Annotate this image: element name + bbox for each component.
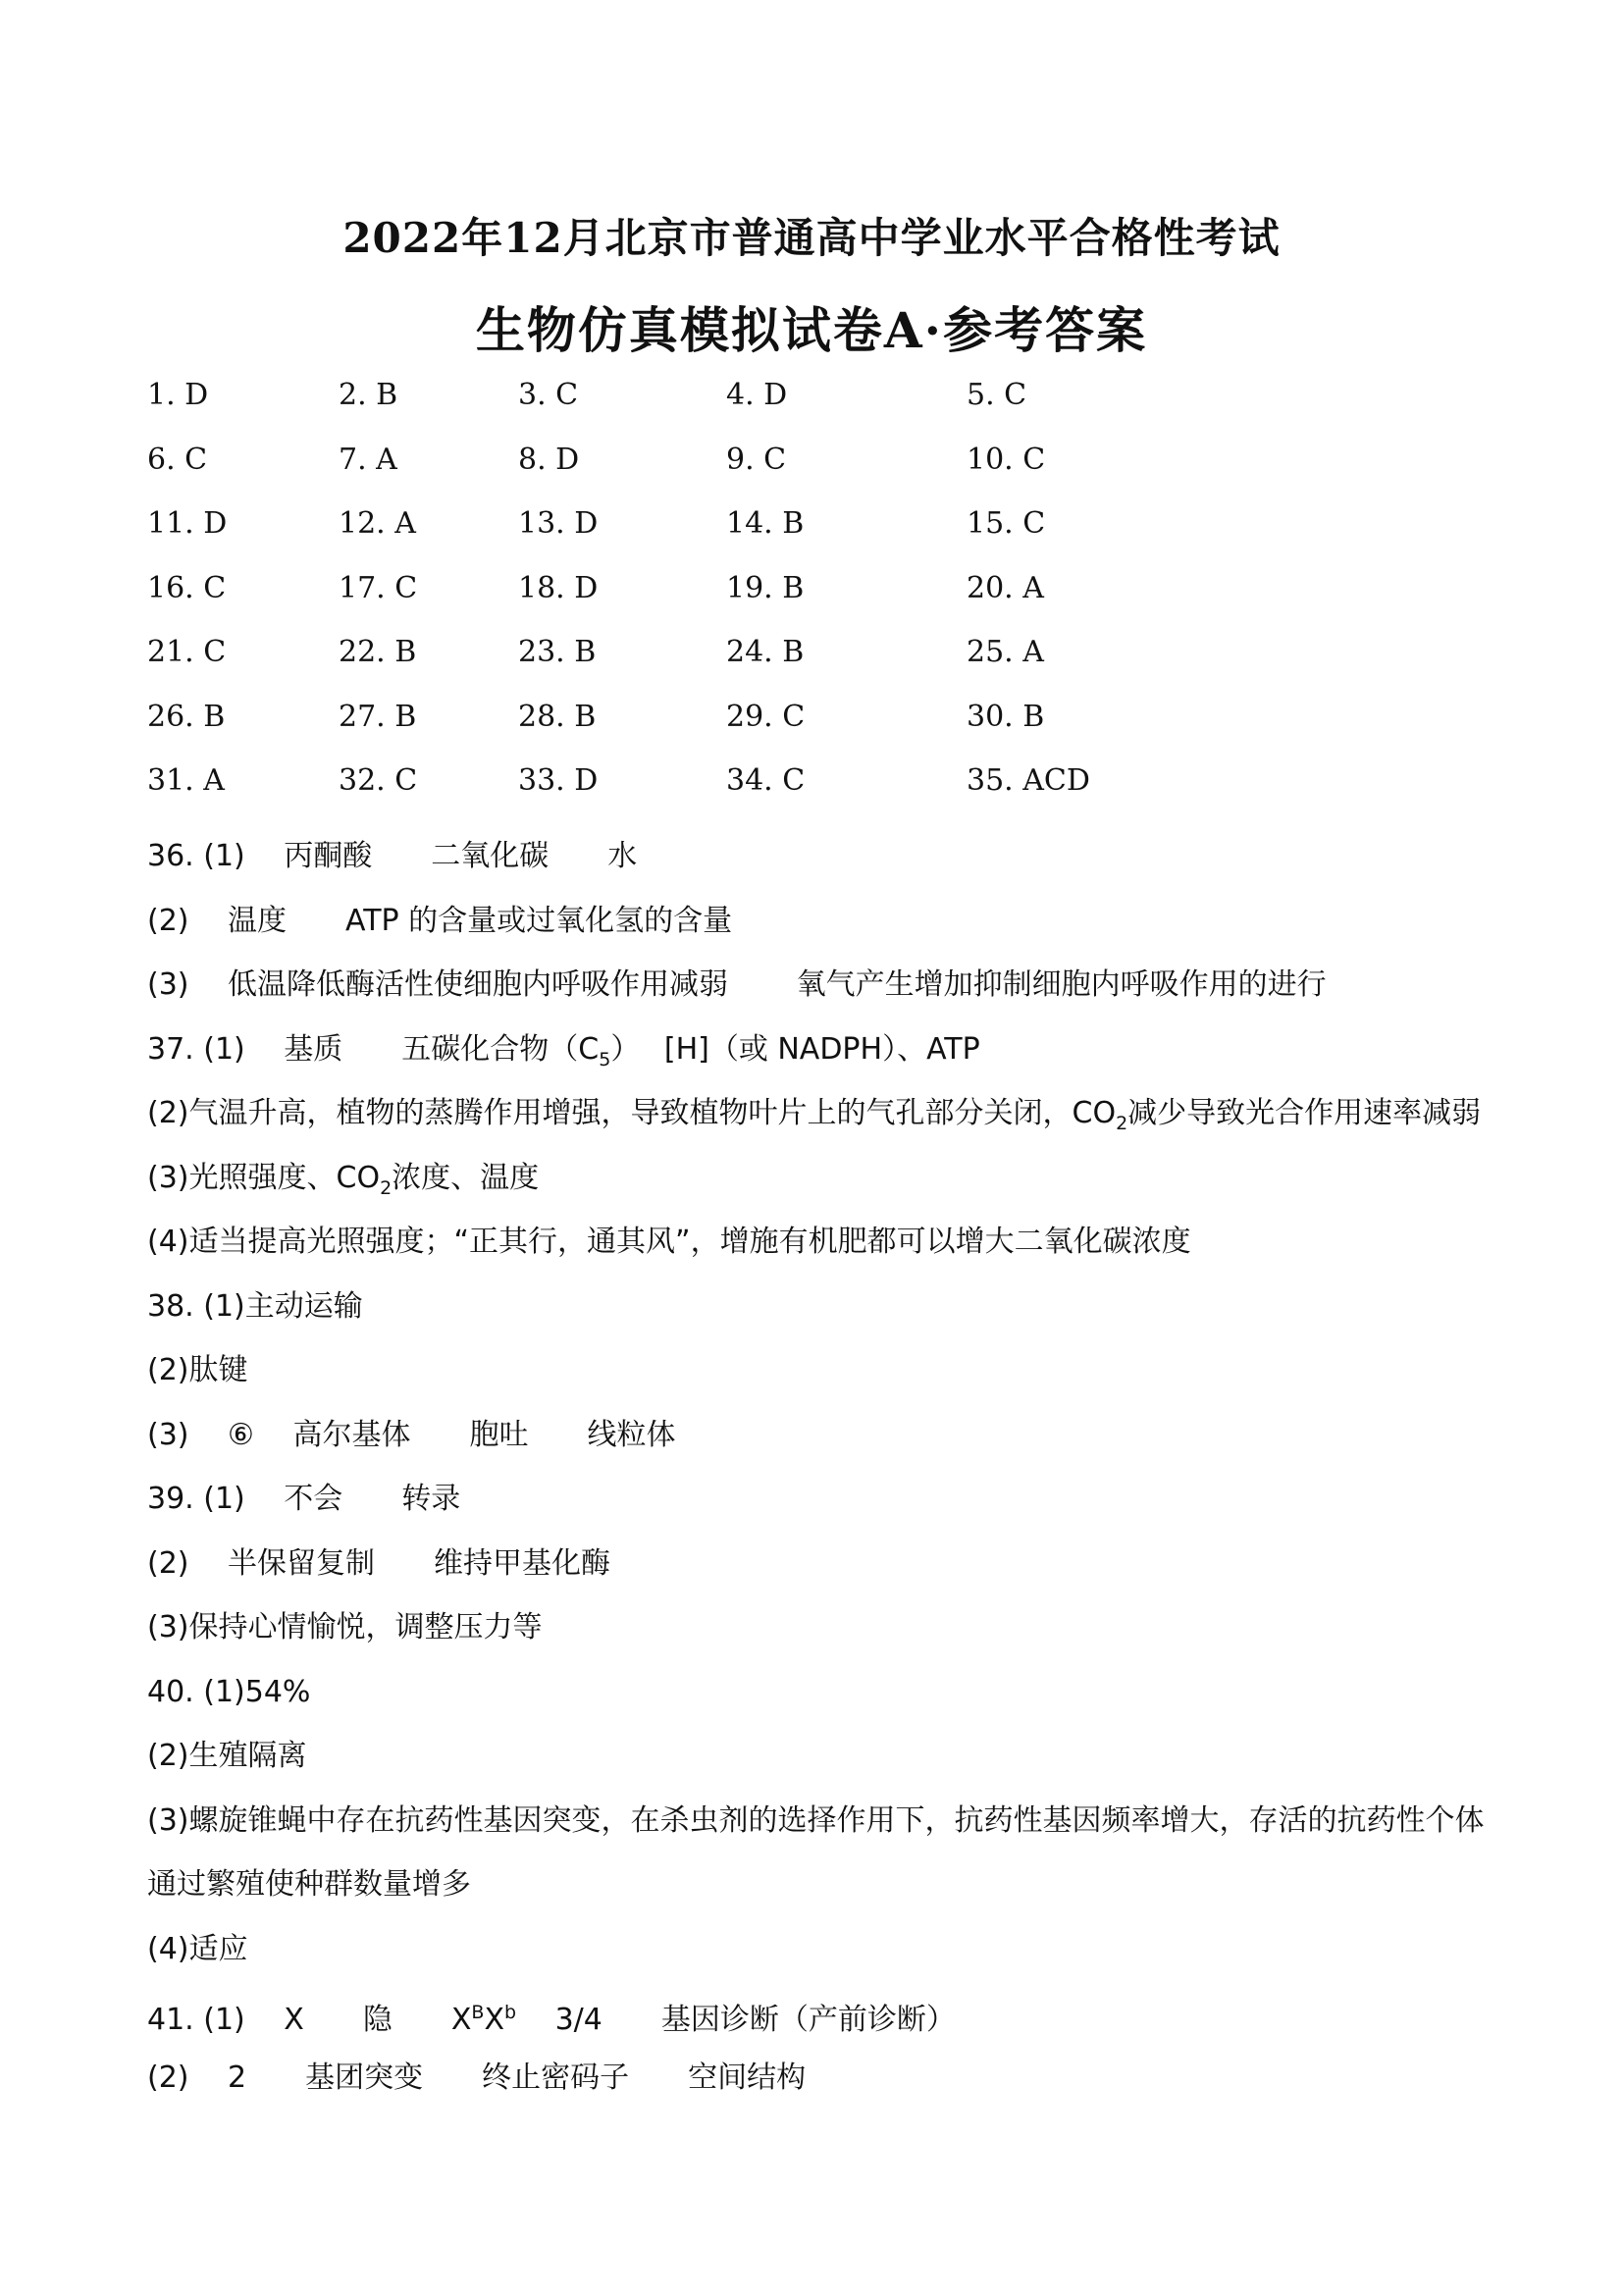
choice-answer: 6. C [147, 442, 208, 477]
answer-row [0, 506, 1623, 546]
choice-answer: 12. A [339, 506, 416, 541]
answer-41-2: (2) 2 基团突变 终止密码子 空间结构 [147, 2060, 807, 2095]
answer-39-1: 39. (1) 不会 转录 [147, 1482, 461, 1516]
choice-answer: 15. C [967, 506, 1046, 541]
choice-answer: 17. C [339, 570, 418, 605]
answer-40-2: (2)生殖隔离 [147, 1739, 307, 1773]
choice-answer: 20. A [967, 570, 1044, 605]
choice-answer: 1. D [147, 378, 209, 412]
answer-row [0, 571, 1623, 610]
answer-38-2: (2)肽键 [147, 1353, 248, 1387]
choice-answer: 23. B [518, 635, 597, 669]
answer-39-3: (3)保持心情愉悦，调整压力等 [147, 1610, 543, 1644]
choice-answer: 13. D [518, 506, 599, 541]
paper-subtitle: 生物仿真模拟试卷A·参考答案 [475, 301, 1148, 359]
answer-36-1: 36. (1) 丙酮酸 二氧化碳 水 [147, 839, 638, 873]
choice-answer: 11. D [147, 506, 228, 541]
answer-39-2: (2) 半保留复制 维持甲基化酶 [147, 1545, 611, 1581]
choice-answer: 34. C [726, 763, 806, 798]
choice-answer: 16. C [147, 570, 227, 605]
choice-answer: 19. B [726, 570, 805, 605]
answer-37-2: (2)气温升高，植物的蒸腾作用增强，导致植物叶片上的气孔部分关闭，$CO_2$减少导致光合作用速率减弱 [147, 1096, 1482, 1134]
answer-row [0, 635, 1623, 674]
answer-row [0, 443, 1623, 482]
choice-answer: 10. C [967, 442, 1046, 477]
choice-answer: 30. B [967, 699, 1045, 734]
answer-41-1: 41. (1) X 隐 $X^BX^b$ 3/4 基因诊断（产前诊断） [147, 2002, 956, 2037]
choice-answer: 33. D [518, 763, 599, 798]
choice-answer: 9. C [726, 442, 787, 477]
choice-answer: 8. D [518, 442, 580, 477]
exam-title: 2022年12月北京市普通高中学业水平合格性考试 [342, 214, 1281, 262]
answer-40-1: 40. (1)54% [147, 1674, 311, 1709]
choice-answer: 26. B [147, 699, 226, 734]
choice-answer: 25. A [967, 635, 1044, 669]
choice-answer: 27. B [339, 699, 417, 734]
answer-row [0, 378, 1623, 417]
choice-answer: 4. D [726, 378, 788, 412]
answer-37-3: (3)光照强度、$CO_2$浓度、温度 [147, 1160, 540, 1199]
choice-answer: 22. B [339, 635, 417, 669]
answer-row [0, 763, 1623, 803]
answer-38-1: 38. (1)主动运输 [147, 1288, 363, 1324]
choice-answer: 3. C [518, 378, 579, 412]
answer-40-3: (3)螺旋锥蝇中存在抗药性基因突变，在杀虫剂的选择作用下，抗药性基因频率增大，存活的抗药性个体通过繁殖使种群数量增多 [147, 1802, 1485, 1902]
answer-36-2: (2) 温度 ATP 的含量或过氧化氢的含量 [147, 903, 733, 938]
answer-40-4: (4)适应 [147, 1931, 248, 1966]
choice-answer: 29. C [726, 699, 806, 734]
answer-row [0, 700, 1623, 739]
choice-answer: 31. A [147, 763, 225, 798]
choice-answer: 28. B [518, 699, 597, 734]
choice-answer: 24. B [726, 635, 805, 669]
choice-answer: 18. D [518, 570, 599, 605]
choice-answer: 14. B [726, 506, 805, 541]
choice-answer: 2. B [339, 378, 398, 412]
answer-36-3: (3) 低温降低酶活性使细胞内呼吸作用减弱 氧气产生增加抑制细胞内呼吸作用的进行 [147, 967, 1327, 1002]
choice-answer: 5. C [967, 378, 1027, 412]
choice-answer: 7. A [339, 442, 397, 477]
answer-37-1: 37. (1) 基质 五碳化合物$(C_5)$ [H]（或 NADPH）、ATP [147, 1031, 980, 1070]
answer-38-3: (3) ⑥ 高尔基体 胞吐 线粒体 [147, 1417, 676, 1452]
answer-37-4: (4)适当提高光照强度；“正其行，通其风”，增施有机肥都可以增大二氧化碳浓度 [147, 1225, 1191, 1259]
choice-answer: 32. C [339, 763, 418, 798]
choice-answer: 35. ACD [967, 763, 1090, 798]
choice-answer: 21. C [147, 635, 227, 669]
free-response-answers [147, 824, 1501, 2110]
